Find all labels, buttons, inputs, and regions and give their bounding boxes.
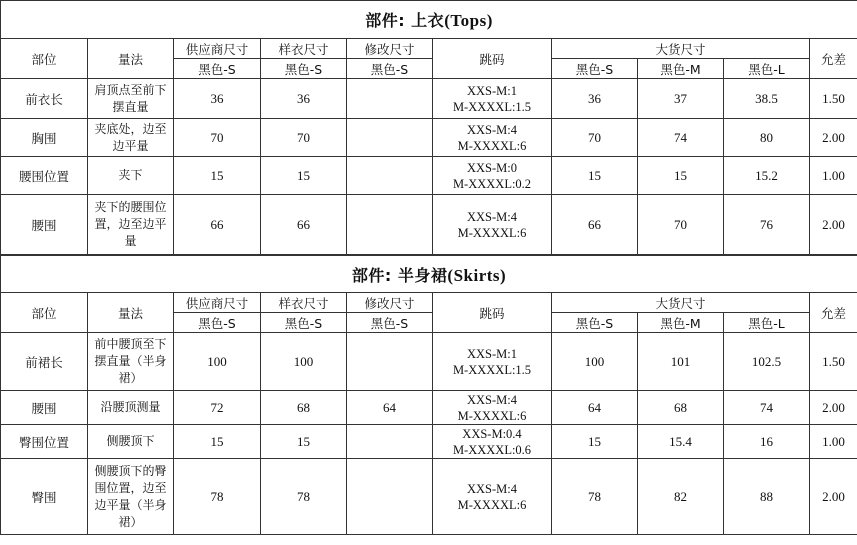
method-cell: 沿腰顶测量: [88, 391, 174, 425]
bulk-l-cell: 76: [724, 195, 810, 255]
header-revised: 修改尺寸: [347, 39, 433, 59]
bulk-s-cell: 78: [552, 459, 638, 535]
bulk-l-cell: 16: [724, 425, 810, 459]
sample-size-cell: 66: [261, 195, 347, 255]
grading-cell: XXS-M:1 M-XXXXL:1.5: [433, 333, 552, 391]
bulk-l-cell: 74: [724, 391, 810, 425]
section-title: 部件: 半身裙(Skirts): [1, 256, 857, 293]
header-tolerance: 允差: [810, 293, 857, 333]
bulk-l-cell: 102.5: [724, 333, 810, 391]
supplier-size-cell: 70: [174, 119, 261, 157]
sample-size-cell: 15: [261, 157, 347, 195]
revised-size-cell: [347, 333, 433, 391]
supplier-size-cell: 15: [174, 425, 261, 459]
part-cell: 臀围位置: [1, 425, 88, 459]
supplier-size-cell: 66: [174, 195, 261, 255]
tops-spec-table: [0, 0, 857, 255]
part-cell: 腰围: [1, 195, 88, 255]
part-cell: 腰围: [1, 391, 88, 425]
tolerance-cell: 1.00: [810, 425, 857, 459]
header-grading: 跳码: [433, 293, 552, 333]
tolerance-cell: 2.00: [810, 391, 857, 425]
header-method: 量法: [88, 293, 174, 333]
table-row: [1, 119, 857, 157]
tolerance-cell: 2.00: [810, 119, 857, 157]
sample-size-cell: 15: [261, 425, 347, 459]
table-row: [1, 195, 857, 255]
part-cell: 前衣长: [1, 79, 88, 119]
grading-cell: XXS-M:0.4 M-XXXXL:0.6: [433, 425, 552, 459]
part-cell: 前裙长: [1, 333, 88, 391]
bulk-l-cell: 15.2: [724, 157, 810, 195]
supplier-size-cell: 36: [174, 79, 261, 119]
revised-size-cell: [347, 119, 433, 157]
subheader-bulk-m: 黑色-M: [638, 59, 724, 79]
tolerance-cell: 2.00: [810, 195, 857, 255]
bulk-m-cell: 15.4: [638, 425, 724, 459]
header-supplier: 供应商尺寸: [174, 39, 261, 59]
bulk-m-cell: 82: [638, 459, 724, 535]
subheader-bulk-l: 黑色-L: [724, 313, 810, 333]
bulk-s-cell: 15: [552, 157, 638, 195]
grading-cell: XXS-M:4 M-XXXXL:6: [433, 391, 552, 425]
tolerance-cell: 1.50: [810, 333, 857, 391]
sample-size-cell: 100: [261, 333, 347, 391]
subheader-sample: 黑色-S: [261, 313, 347, 333]
header-method: 量法: [88, 39, 174, 79]
part-cell: 腰围位置: [1, 157, 88, 195]
grading-cell: XXS-M:4 M-XXXXL:6: [433, 459, 552, 535]
bulk-s-cell: 70: [552, 119, 638, 157]
table-row: [1, 333, 857, 391]
method-cell: 侧腰顶下的臀 围位置，边至 边平量（半身 裙）: [88, 459, 174, 535]
table-row: [1, 79, 857, 119]
sample-size-cell: 70: [261, 119, 347, 157]
method-cell: 夹下: [88, 157, 174, 195]
bulk-m-cell: 74: [638, 119, 724, 157]
table-row: [1, 459, 857, 535]
grading-cell: XXS-M:4 M-XXXXL:6: [433, 119, 552, 157]
header-supplier: 供应商尺寸: [174, 293, 261, 313]
header-sample: 样衣尺寸: [261, 293, 347, 313]
tolerance-cell: 2.00: [810, 459, 857, 535]
header-grading: 跳码: [433, 39, 552, 79]
method-cell: 侧腰顶下: [88, 425, 174, 459]
method-cell: 夹底处，边至 边平量: [88, 119, 174, 157]
grading-cell: XXS-M:4 M-XXXXL:6: [433, 195, 552, 255]
supplier-size-cell: 100: [174, 333, 261, 391]
subheader-bulk-l: 黑色-L: [724, 59, 810, 79]
revised-size-cell: [347, 157, 433, 195]
bulk-l-cell: 80: [724, 119, 810, 157]
header-tolerance: 允差: [810, 39, 857, 79]
subheader-revised: 黑色-S: [347, 59, 433, 79]
supplier-size-cell: 15: [174, 157, 261, 195]
subheader-supplier: 黑色-S: [174, 59, 261, 79]
method-cell: 夹下的腰围位 置，边至边平 量: [88, 195, 174, 255]
revised-size-cell: [347, 79, 433, 119]
bulk-l-cell: 38.5: [724, 79, 810, 119]
header-part: 部位: [1, 293, 88, 333]
bulk-s-cell: 36: [552, 79, 638, 119]
bulk-m-cell: 101: [638, 333, 724, 391]
section-title: 部件: 上衣(Tops): [1, 1, 857, 39]
supplier-size-cell: 72: [174, 391, 261, 425]
header-part: 部位: [1, 39, 88, 79]
bulk-s-cell: 15: [552, 425, 638, 459]
bulk-m-cell: 68: [638, 391, 724, 425]
bulk-s-cell: 100: [552, 333, 638, 391]
supplier-size-cell: 78: [174, 459, 261, 535]
revised-size-cell: 64: [347, 391, 433, 425]
method-cell: 前中腰顶至下 摆直量（半身 裙）: [88, 333, 174, 391]
grading-cell: XXS-M:1 M-XXXXL:1.5: [433, 79, 552, 119]
sample-size-cell: 68: [261, 391, 347, 425]
header-bulk: 大货尺寸: [552, 293, 810, 313]
sample-size-cell: 36: [261, 79, 347, 119]
subheader-bulk-s: 黑色-S: [552, 313, 638, 333]
tolerance-cell: 1.50: [810, 79, 857, 119]
revised-size-cell: [347, 195, 433, 255]
subheader-bulk-s: 黑色-S: [552, 59, 638, 79]
revised-size-cell: [347, 425, 433, 459]
method-cell: 肩顶点至前下 摆直量: [88, 79, 174, 119]
subheader-sample: 黑色-S: [261, 59, 347, 79]
header-bulk: 大货尺寸: [552, 39, 810, 59]
bulk-s-cell: 66: [552, 195, 638, 255]
bulk-l-cell: 88: [724, 459, 810, 535]
header-revised: 修改尺寸: [347, 293, 433, 313]
bulk-s-cell: 64: [552, 391, 638, 425]
part-cell: 胸围: [1, 119, 88, 157]
subheader-revised: 黑色-S: [347, 313, 433, 333]
bulk-m-cell: 37: [638, 79, 724, 119]
subheader-supplier: 黑色-S: [174, 313, 261, 333]
table-row: [1, 157, 857, 195]
table-row: [1, 425, 857, 459]
subheader-bulk-m: 黑色-M: [638, 313, 724, 333]
sample-size-cell: 78: [261, 459, 347, 535]
part-cell: 臀围: [1, 459, 88, 535]
skirts-spec-table: [0, 255, 857, 535]
revised-size-cell: [347, 459, 433, 535]
grading-cell: XXS-M:0 M-XXXXL:0.2: [433, 157, 552, 195]
tolerance-cell: 1.00: [810, 157, 857, 195]
bulk-m-cell: 15: [638, 157, 724, 195]
header-sample: 样衣尺寸: [261, 39, 347, 59]
bulk-m-cell: 70: [638, 195, 724, 255]
table-row: [1, 391, 857, 425]
